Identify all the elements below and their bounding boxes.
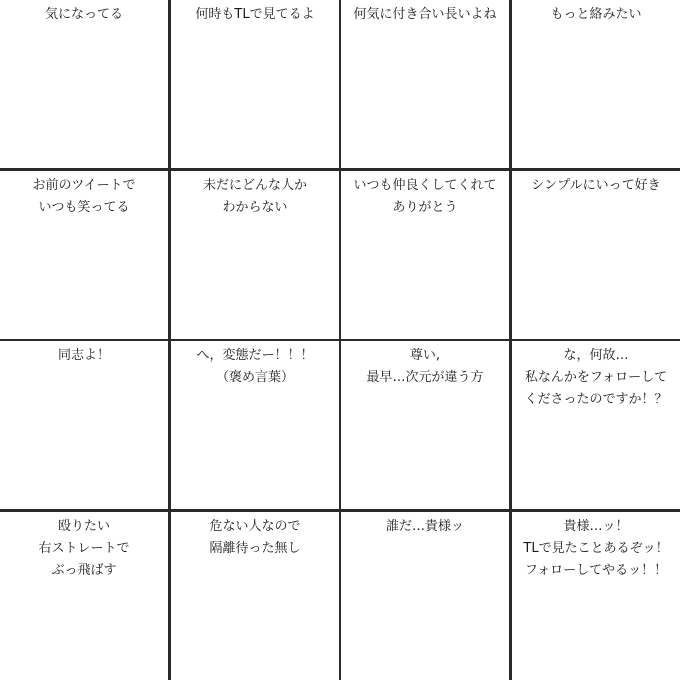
grid-cell xyxy=(0,512,168,680)
grid-cell xyxy=(512,341,680,509)
grid-cell xyxy=(341,512,509,680)
cell-text: 貴様…ッ！ xyxy=(563,519,629,534)
cell-text: （褒め言葉） xyxy=(215,370,294,385)
grid-cell xyxy=(0,341,168,509)
cell-text: くださったのですか！？ xyxy=(524,392,668,407)
cell-text: ぶっ飛ばす xyxy=(51,563,117,578)
cell-text: 何時もTLで見てるよ xyxy=(195,7,315,22)
cell-text: 同志よ！ xyxy=(57,348,110,363)
cell-text: シンプルにいって好き xyxy=(531,178,661,193)
cell-text: 気になってる xyxy=(44,7,123,22)
cell-text: 危ない人なので xyxy=(209,519,301,534)
cell-text: いつも仲良くしてくれて xyxy=(353,178,497,193)
grid-cell xyxy=(171,341,339,509)
cell-text: 私なんかをフォローして xyxy=(524,370,668,385)
grid-cell xyxy=(171,0,339,168)
grid-cell xyxy=(341,341,509,509)
grid-cell xyxy=(171,171,339,339)
cell-text: へ，変態だー！！！ xyxy=(196,348,314,363)
cell-text: もっと絡みたい xyxy=(550,7,642,22)
cell-text: いつも笑ってる xyxy=(38,200,130,215)
cell-text: 何気に付き合い長いよね xyxy=(353,7,497,22)
grid-cell xyxy=(341,171,509,339)
cell-text: わからない xyxy=(222,200,288,215)
grid-cell xyxy=(512,171,680,339)
cell-text: TLで見たことあるぞッ！ xyxy=(523,541,669,556)
cell-text: 右ストレートで xyxy=(38,541,130,556)
grid-cell xyxy=(512,0,680,168)
grid-cell xyxy=(0,171,168,339)
cell-text: 未だにどんな人か xyxy=(202,178,307,193)
cell-text: 殴りたい xyxy=(57,519,110,534)
cell-text: 隔離待った無し xyxy=(209,541,301,556)
cell-text: な，何故… xyxy=(563,348,629,363)
grid-cell xyxy=(171,512,339,680)
cell-text: 尊い, xyxy=(409,348,441,363)
cell-text: ありがとう xyxy=(392,200,458,215)
grid-cell xyxy=(512,512,680,680)
cell-text: お前のツイートで xyxy=(32,178,136,193)
cell-text: 誰だ…貴様ッ xyxy=(385,519,464,534)
cell-text: 最早…次元が違う方 xyxy=(366,370,484,385)
grid-cell xyxy=(0,0,168,168)
cell-text: フォローしてやるッ！！ xyxy=(524,563,668,578)
grid-cell xyxy=(341,0,509,168)
